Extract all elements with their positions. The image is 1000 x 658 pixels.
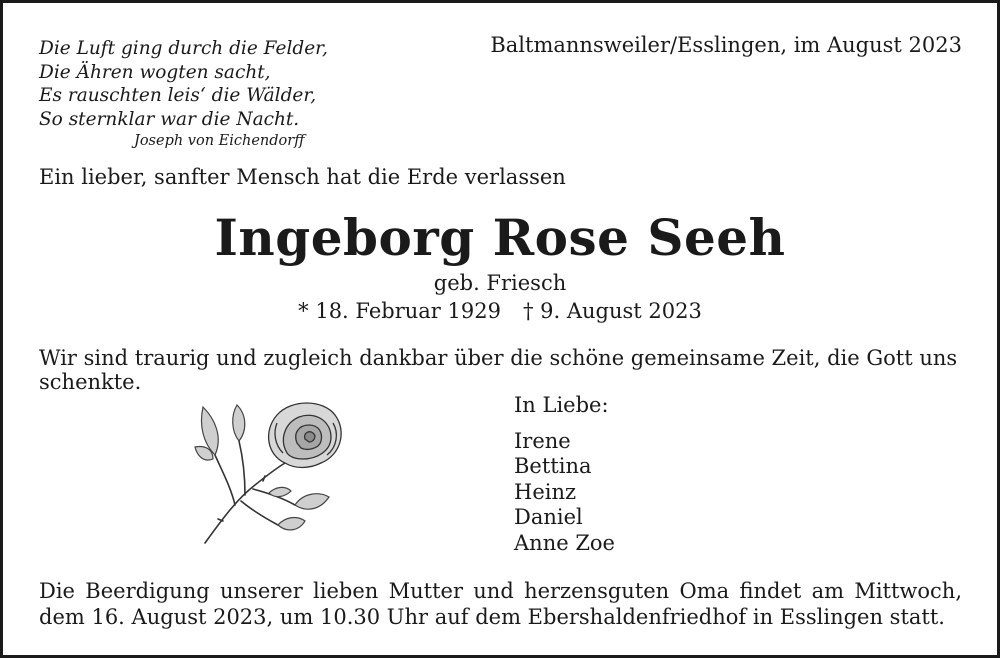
mourner-name: Daniel bbox=[514, 505, 583, 529]
death-date: † 9. August 2023 bbox=[522, 299, 702, 323]
mourner-name: Bettina bbox=[514, 454, 592, 478]
mourner-name: Anne Zoe bbox=[514, 530, 615, 555]
funeral-announcement: Die Beerdigung unserer lieben Mutter und herzensguten Oma findet am Mittwoch, dem 16. August 2023, um 10.30 Uhr auf dem Ebershaldenfriedhof in Esslingen statt. bbox=[39, 579, 962, 629]
place-and-date: Baltmannsweiler/Esslingen, im August 2023 bbox=[490, 33, 962, 57]
mourners-heading: In Liebe: bbox=[514, 393, 609, 417]
birth-date: * 18. Februar 1929 bbox=[298, 299, 501, 323]
poem bbox=[39, 37, 328, 151]
poem-line: So sternklar war die Nacht. bbox=[39, 108, 300, 130]
mourner-name: Heinz bbox=[514, 479, 577, 504]
poem-line: Die Luft ging durch die Felder, bbox=[39, 38, 328, 59]
poem-line: Die Ähren wogten sacht, bbox=[39, 61, 271, 83]
mourners-list bbox=[514, 393, 615, 556]
mourner-name: Irene bbox=[514, 428, 571, 453]
deceased-name: Ingeborg Rose Seeh bbox=[214, 208, 786, 267]
birth-name: geb. Friesch bbox=[433, 271, 567, 295]
poem-line: Es rauschten leis‘ die Wälder, bbox=[39, 85, 317, 106]
rose-icon bbox=[193, 393, 353, 553]
thanks-text: Wir sind traurig und zugleich dankbar über die schöne gemeinsame Zeit, die Gott uns schenkte. bbox=[39, 346, 958, 394]
intro-text: Ein lieber, sanfter Mensch hat die Erde verlassen bbox=[39, 165, 566, 189]
poem-author: Joseph von Eichendorff bbox=[134, 133, 305, 149]
life-dates bbox=[3, 299, 997, 323]
